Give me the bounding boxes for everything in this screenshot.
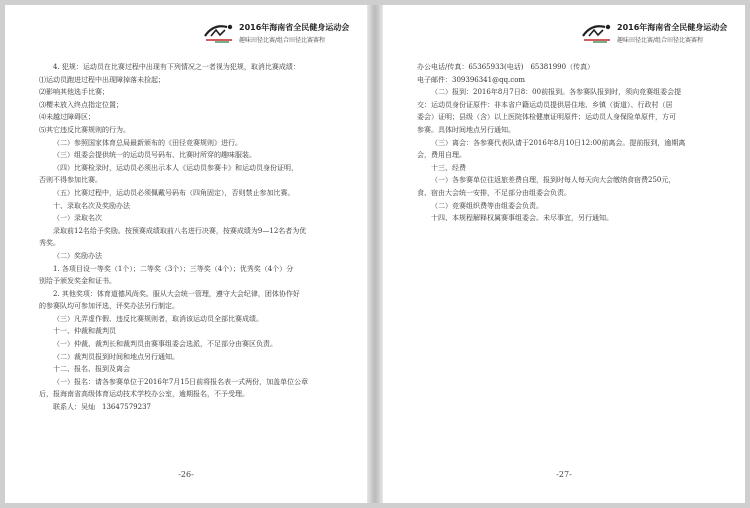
text-line: ⑶樱未放入终点指定位置； xyxy=(39,100,123,109)
text-line: （五）比赛过程中，运动员必须佩戴号码布（四角固定），否则禁止参加比赛。 xyxy=(53,188,295,197)
text-line: ⑷未越过障碍区； xyxy=(39,113,95,122)
text-line: 十一、仲裁和裁判员 xyxy=(53,327,116,336)
text-line: 办公电话/传真：65365933(电话) 65381990（传真） xyxy=(417,63,595,71)
text-line: 2. 其他奖项：体育道德风尚奖。服从大会统一管理，遵守大会纪律，团体协作好 xyxy=(53,289,300,298)
text-line: 后，报海南省高级体育运动技术学校办公室，逾期报名，不予受理。 xyxy=(39,390,249,399)
text-line: 秀奖。 xyxy=(39,239,60,248)
text-line: 1. 各项目设一等奖（1个）；二等奖（3个）；三等奖（4个）；优秀奖（4个）分 xyxy=(53,264,294,273)
right-page-body xyxy=(417,61,715,225)
text-line: （一）报名：请各参赛单位于2016年7月15日前将报名表一式两份，加盖单位公章 xyxy=(53,377,309,386)
text-line: ⑸其它违反比赛规则的行为。 xyxy=(39,125,130,134)
header-title: 2016年海南省全民健身运动会 xyxy=(239,23,350,32)
text-line: 交：运动员身份证原件：非本省户籍运动员提供居住地、乡镇（街道）、行政村（居 xyxy=(417,100,673,109)
text-line: （三）离会：各参赛代表队请于2016年8月10日12:00前离会。提前报到，逾期离 xyxy=(431,138,686,147)
book-gutter xyxy=(367,5,383,503)
text-line: （二）参照国家体育总局最新颁布的《田径竞赛规则》进行。 xyxy=(53,138,242,147)
page-number: -27- xyxy=(556,470,572,479)
left-page-body xyxy=(39,61,337,414)
text-line: （二）裁判员报到时间和地点另行通知。 xyxy=(53,352,179,361)
text-line: （四）比赛检录时，运动员必须出示本人《运动员参赛卡》和运动员身份证明， xyxy=(53,163,298,172)
text-line: 十二、报名、报到及离会 xyxy=(53,365,130,374)
right-page xyxy=(383,5,745,503)
text-line: 联系人：吴灿 13647579237 xyxy=(53,403,151,412)
text-line: （三）组委会提供统一的运动员号码布、比赛时所穿的趣味服装。 xyxy=(53,151,256,160)
text-line: 的参赛队均可参加评选，评奖办法另行制定。 xyxy=(39,302,179,311)
text-line: 别给予颁发奖金和证书。 xyxy=(39,277,116,286)
header-subtitle: 趣味田径比赛/组合田径比赛赛程 xyxy=(239,37,326,44)
left-page xyxy=(5,5,367,503)
text-line: 录取前12名给予奖励。按预赛成绩取前八名进行决赛，按赛成绩为9—12名者为优 xyxy=(53,226,307,235)
text-line: 食、宿由大会统一安排，不足部分由组委会负责。 xyxy=(417,188,571,197)
games-logo-icon xyxy=(203,21,237,43)
text-line: （一）仲裁、裁判长和裁判员由赛事组委会选派，不足部分由赛区负责。 xyxy=(53,340,277,349)
text-line: （二）竞赛组织费等由组委会负责。 xyxy=(431,201,543,210)
text-line: 十、录取名次及奖励办法 xyxy=(53,201,130,210)
text-line: 否则不得参加比赛。 xyxy=(39,176,102,185)
text-line: 4. 犯规：运动员在比赛过程中出现有下列情况之一者视为犯规，取消比赛成绩： xyxy=(53,63,300,71)
page-header xyxy=(581,19,731,45)
text-line: 十三、经费 xyxy=(431,163,466,172)
header-title: 2016年海南省全民健身运动会 xyxy=(617,23,728,32)
text-line: ⑵影响其他选手比赛； xyxy=(39,88,109,97)
text-line: （一）录取名次 xyxy=(53,214,102,223)
page-number: -26- xyxy=(178,470,194,479)
text-line: 十四、本规程解释权属赛事组委会。未尽事宜，另行通知。 xyxy=(431,214,613,223)
text-line: （二）奖励办法 xyxy=(53,251,102,260)
page-header xyxy=(203,19,353,45)
games-logo-icon xyxy=(581,21,615,43)
text-line: 委会）证明；县级（含）以上医院体检健康证明原件；运动员人身保险单原件，方可 xyxy=(417,113,676,122)
text-line: （二）报到：2016年8月7日8：00前报到。各参赛队报到时，须向竞赛组委会提 xyxy=(431,88,682,97)
text-line: 会，费用自理。 xyxy=(417,151,466,160)
text-line: （三）凡弄虚作假、违反比赛规则者，取消该运动员全部比赛成绩。 xyxy=(53,314,263,323)
text-line: （一）各参赛单位往返旅差费自理，报到时每人每天向大会缴纳食宿费250元， xyxy=(431,176,676,185)
text-line: 参赛。具体时间地点另行通知。 xyxy=(417,125,515,134)
text-line: ⑴运动员跑进过程中出现障掉落未捡起； xyxy=(39,75,165,84)
header-subtitle: 趣味田径比赛/组合田径比赛赛程 xyxy=(617,37,704,44)
text-line: 电子邮件：309396341@qq.com xyxy=(417,75,526,84)
